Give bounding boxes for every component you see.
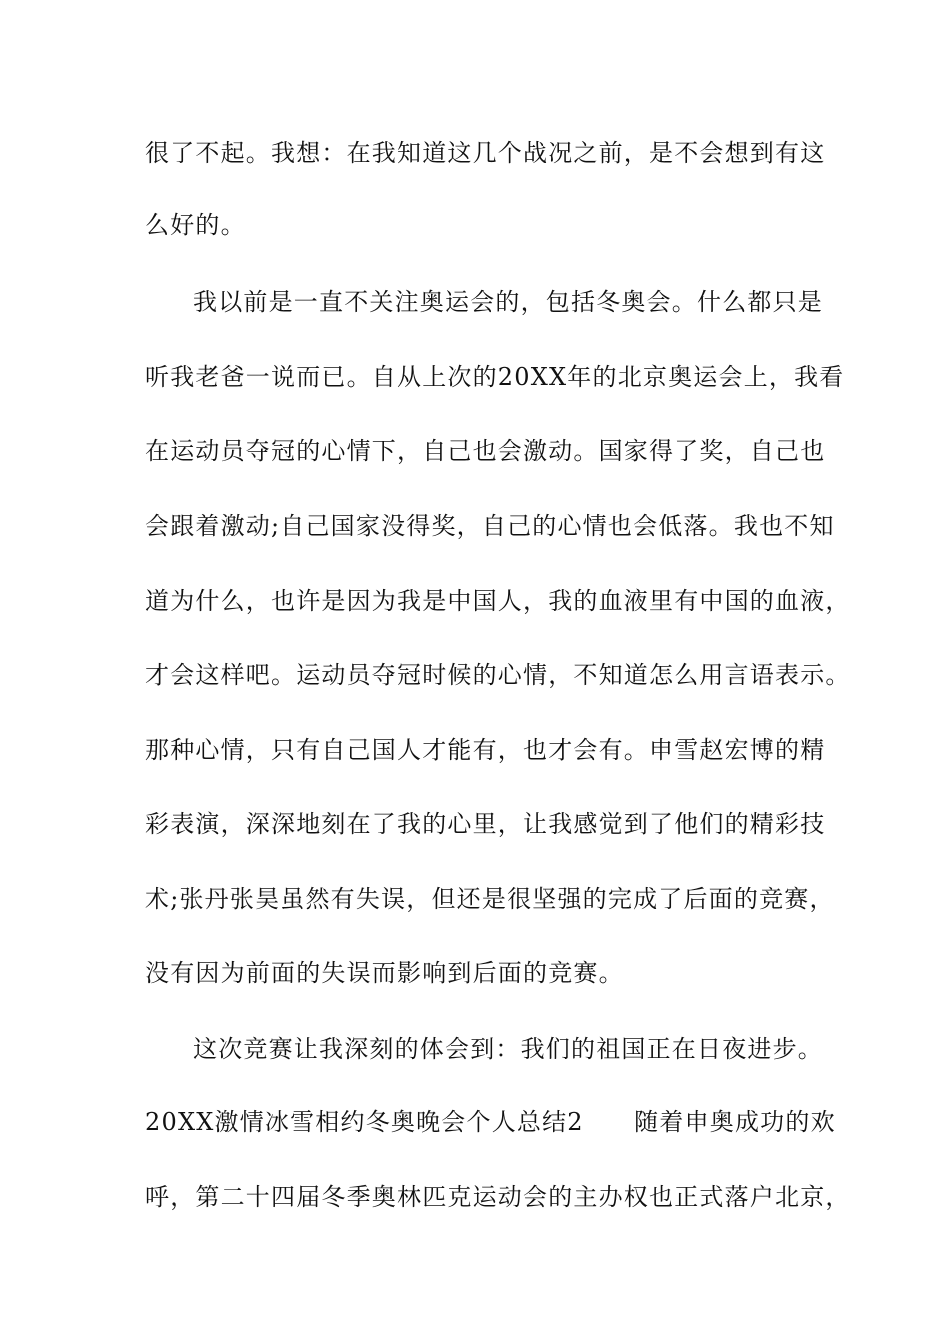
text-line-14: 20XX激情冰雪相约冬奥晚会个人总结2 随着申奥成功的欢: [145, 1108, 836, 1136]
text-line-10: 彩表演，深深地刻在了我的心里，让我感觉到了他们的精彩技: [145, 810, 826, 838]
text-line-5: 在运动员夺冠的心情下，自己也会激动。国家得了奖，自己也: [145, 437, 826, 465]
text-line-12: 没有因为前面的失误而影响到后面的竞赛。: [145, 959, 624, 987]
text-line-6: 会跟着激动;自己国家没得奖，自己的心情也会低落。我也不知: [145, 512, 835, 540]
text-line-2: 么好的。: [145, 211, 246, 239]
text-line-13: 这次竞赛让我深刻的体会到：我们的祖国正在日夜进步。: [193, 1035, 823, 1063]
text-line-3: 我以前是一直不关注奥运会的，包括冬奥会。什么都只是: [193, 288, 823, 316]
text-line-15: 呼，第二十四届冬季奥林匹克运动会的主办权也正式落户北京，: [145, 1183, 851, 1211]
text-line-11: 术;张丹张昊虽然有失误，但还是很坚强的完成了后面的竞赛，: [145, 885, 835, 913]
text-line-1: 很了不起。我想：在我知道这几个战况之前，是不会想到有这: [145, 139, 826, 167]
text-line-9: 那种心情，只有自己国人才能有，也才会有。申雪赵宏博的精: [145, 736, 826, 764]
text-line-4: 听我老爸一说而已。自从上次的20XX年的北京奥运会上，我看: [145, 363, 845, 391]
text-line-7: 道为什么，也许是因为我是中国人，我的血液里有中国的血液，: [145, 587, 851, 615]
text-line-8: 才会这样吧。运动员夺冠时候的心情，不知道怎么用言语表示。: [145, 661, 851, 689]
